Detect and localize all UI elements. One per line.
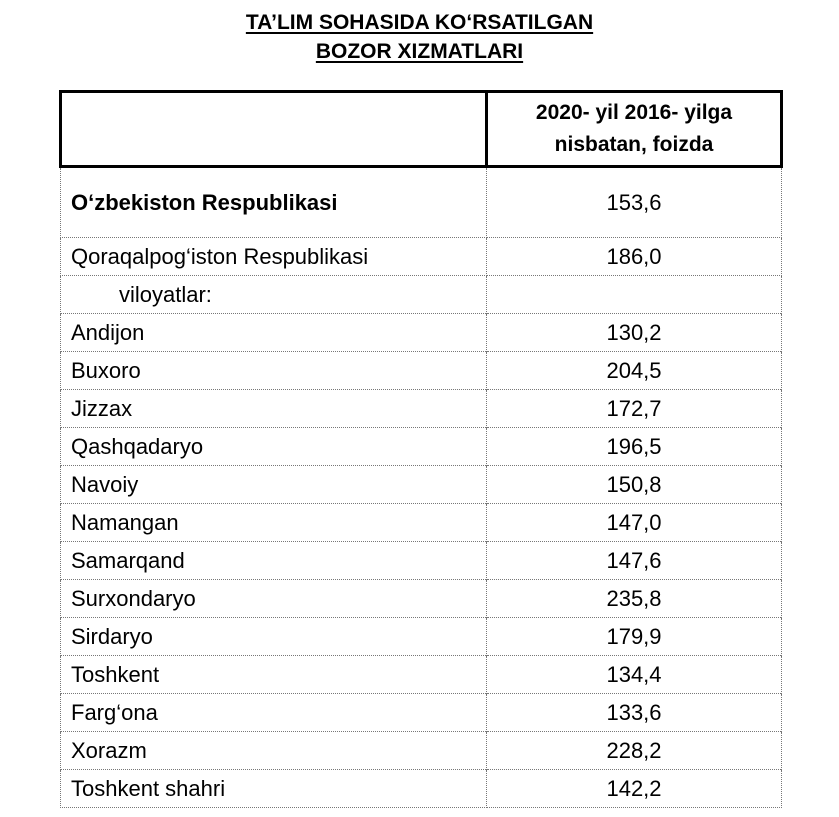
- region-value: 196,5: [487, 428, 782, 466]
- table-header-row: [61, 92, 782, 167]
- header-cell-percent: [487, 92, 782, 167]
- table-row: [61, 390, 782, 428]
- region-value: 150,8: [487, 466, 782, 504]
- region-name: Samarqand: [61, 542, 487, 580]
- region-value: 172,7: [487, 390, 782, 428]
- table-row: [61, 770, 782, 808]
- region-value: 147,6: [487, 542, 782, 580]
- region-name: Farg‘ona: [61, 694, 487, 732]
- table-row: [61, 504, 782, 542]
- table-row-republic: [61, 167, 782, 238]
- region-value: 147,0: [487, 504, 782, 542]
- region-name: Surxondaryo: [61, 580, 487, 618]
- title-line-1: TA’LIM SOHASIDA KO‘RSATILGAN: [245, 11, 594, 34]
- region-value: 153,6: [487, 167, 782, 238]
- region-name: O‘zbekiston Respublikasi: [61, 167, 487, 238]
- region-value: 133,6: [487, 694, 782, 732]
- header-line-2: nisbatan, foizda: [554, 133, 714, 156]
- table-row: [61, 428, 782, 466]
- table-row: [61, 732, 782, 770]
- region-value: 235,8: [487, 580, 782, 618]
- region-value: 179,9: [487, 618, 782, 656]
- table-row: [61, 542, 782, 580]
- table-row: [61, 618, 782, 656]
- region-name: Jizzax: [61, 390, 487, 428]
- region-name: Qoraqalpog‘iston Respublikasi: [61, 238, 487, 276]
- header-line-1: 2020- yil 2016- yilga: [535, 101, 733, 124]
- region-value: 134,4: [487, 656, 782, 694]
- region-value: 204,5: [487, 352, 782, 390]
- region-name: Xorazm: [61, 732, 487, 770]
- table-row: [61, 314, 782, 352]
- header-cell-region: [61, 92, 487, 167]
- table-row: [61, 466, 782, 504]
- table-row: [61, 694, 782, 732]
- regions-label: viloyatlar:: [61, 276, 487, 314]
- table-row: [61, 656, 782, 694]
- region-value: 228,2: [487, 732, 782, 770]
- title-line-2: BOZOR XIZMATLARI: [315, 40, 524, 63]
- region-value: 142,2: [487, 770, 782, 808]
- region-name: Toshkent shahri: [61, 770, 487, 808]
- table-row: [61, 580, 782, 618]
- page-title: [0, 8, 839, 66]
- region-name: Toshkent: [61, 656, 487, 694]
- region-name: Sirdaryo: [61, 618, 487, 656]
- region-name: Qashqadaryo: [61, 428, 487, 466]
- region-name: Buxoro: [61, 352, 487, 390]
- region-name: Navoiy: [61, 466, 487, 504]
- table-row-karakalpakstan: [61, 238, 782, 276]
- region-value: 186,0: [487, 238, 782, 276]
- region-value: 130,2: [487, 314, 782, 352]
- table-row: [61, 352, 782, 390]
- region-name: Andijon: [61, 314, 487, 352]
- region-name: Namangan: [61, 504, 487, 542]
- empty-value-cell: [487, 276, 782, 314]
- statistics-table: [59, 90, 783, 808]
- table-row-regions-label: [61, 276, 782, 314]
